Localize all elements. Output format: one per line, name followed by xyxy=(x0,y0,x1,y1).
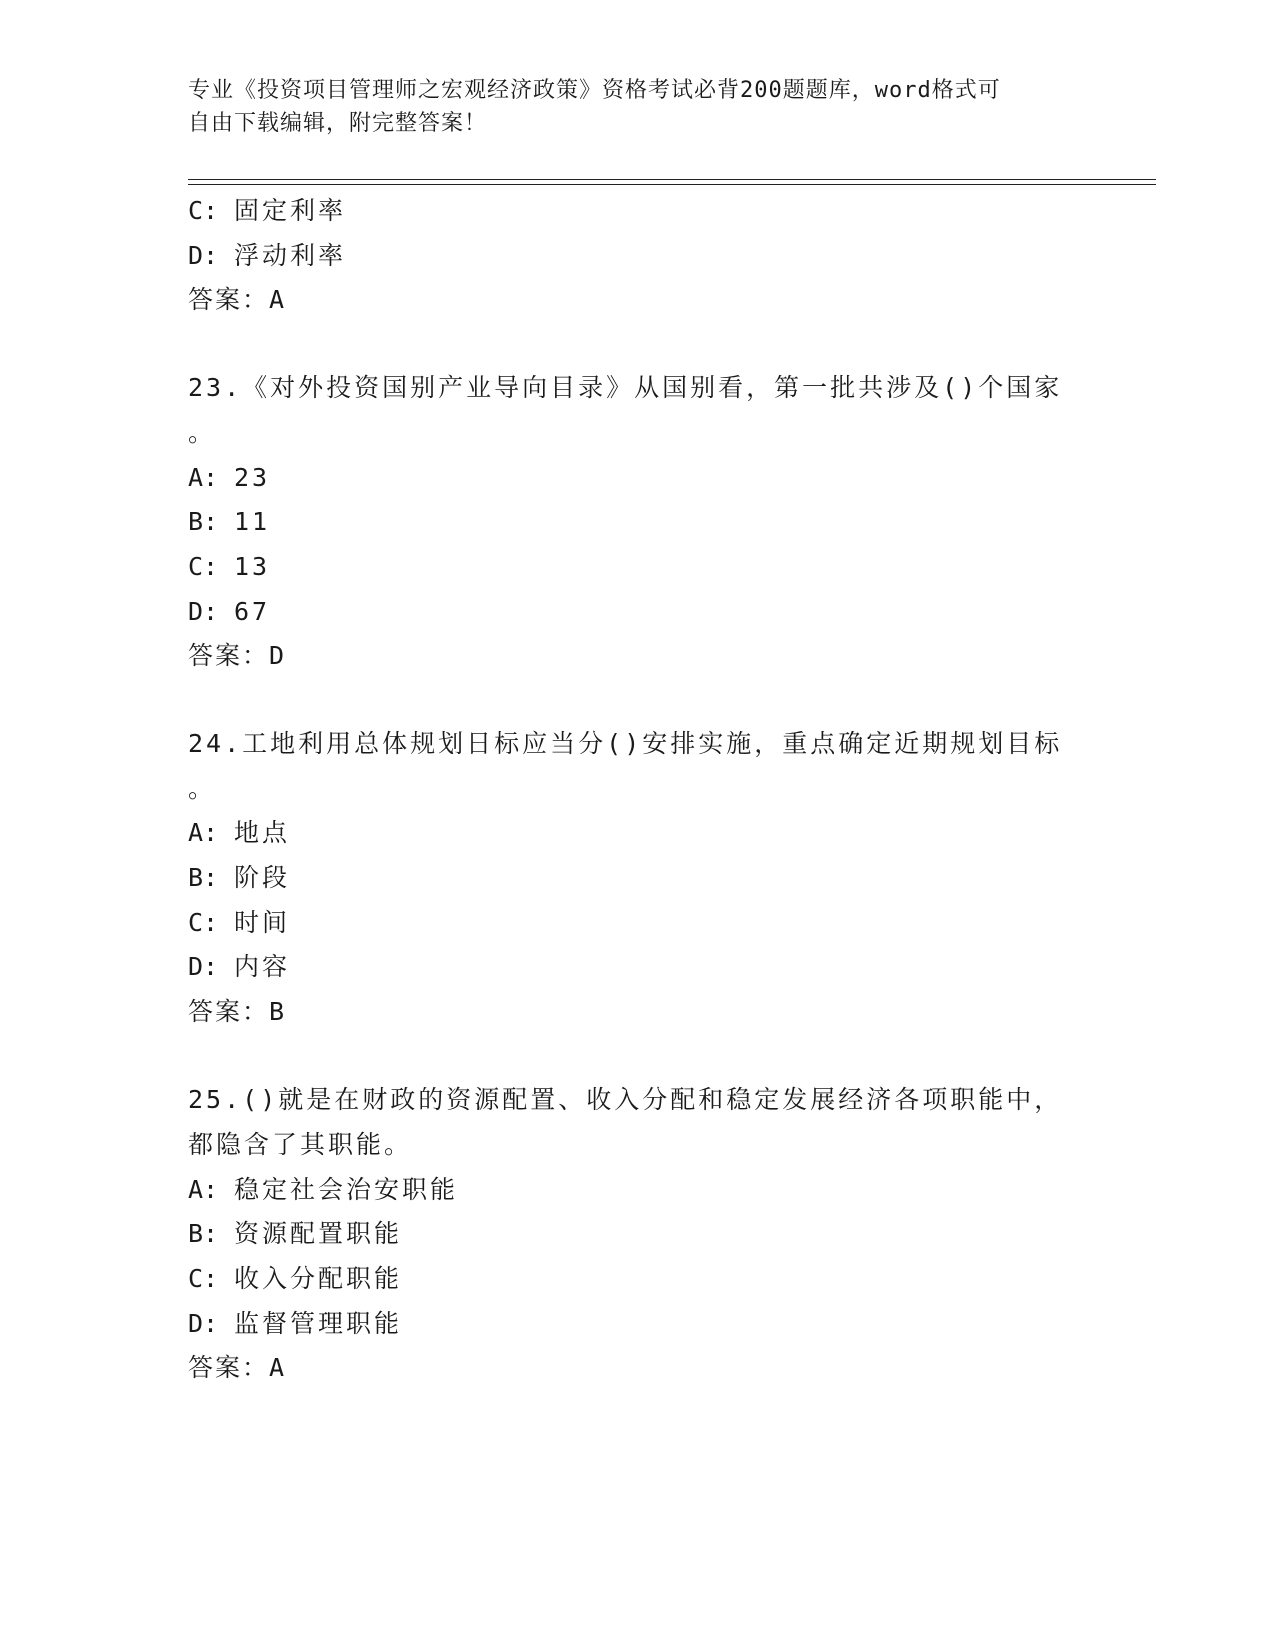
question-stem-continued: 。 xyxy=(188,418,217,447)
option-label: C: xyxy=(188,196,219,225)
option-label: C: xyxy=(188,552,219,581)
option-text: 稳定社会治安职能 xyxy=(234,1175,459,1204)
option-c xyxy=(188,1262,402,1296)
option-b xyxy=(188,1217,402,1251)
question-stem-continued: 。 xyxy=(188,774,217,803)
option-text: 收入分配职能 xyxy=(234,1264,403,1293)
header-line-1: 专业《投资项目管理师之宏观经济政策》资格考试必背200题题库，word格式可 xyxy=(188,78,1001,103)
answer-line: 答案：A xyxy=(188,1353,287,1382)
option-d xyxy=(188,239,346,273)
option-text: 监督管理职能 xyxy=(234,1309,403,1338)
option-label: D: xyxy=(188,1309,219,1338)
option-text: 固定利率 xyxy=(234,196,347,225)
option-text: 阶段 xyxy=(234,863,291,892)
option-label: A: xyxy=(188,1175,219,1204)
option-a xyxy=(188,461,270,495)
option-label: B: xyxy=(188,863,219,892)
option-label: C: xyxy=(188,1264,219,1293)
option-label: A: xyxy=(188,463,219,492)
option-label: A: xyxy=(188,818,219,847)
question-stem: 24.工地利用总体规划日标应当分()安排实施，重点确定近期规划目标 xyxy=(188,729,1063,758)
answer-line: 答案：A xyxy=(188,285,287,314)
option-text: 地点 xyxy=(234,818,291,847)
header-line-2: 自由下载编辑，附完整答案！ xyxy=(188,111,488,136)
option-d xyxy=(188,950,290,984)
option-text: 内容 xyxy=(234,952,291,981)
option-text: 67 xyxy=(234,597,271,626)
option-c xyxy=(188,194,346,228)
option-label: B: xyxy=(188,507,219,536)
option-text: 时间 xyxy=(234,908,291,937)
option-label: D: xyxy=(188,952,219,981)
option-b xyxy=(188,505,270,539)
option-label: D: xyxy=(188,241,219,270)
option-a xyxy=(188,816,290,850)
option-label: B: xyxy=(188,1219,219,1248)
option-c xyxy=(188,550,270,584)
option-d xyxy=(188,595,270,629)
answer-line: 答案：D xyxy=(188,641,287,670)
header-divider-top xyxy=(188,179,1156,180)
question-stem-continued: 都隐含了其职能。 xyxy=(188,1130,413,1159)
question-stem: 23.《对外投资国别产业导向目录》从国别看，第一批共涉及()个国家 xyxy=(188,373,1063,402)
option-a xyxy=(188,1173,458,1207)
option-label: C: xyxy=(188,908,219,937)
question-stem: 25.()就是在财政的资源配置、收入分配和稳定发展经济各项职能中， xyxy=(188,1085,1063,1114)
option-b xyxy=(188,861,290,895)
option-d xyxy=(188,1307,402,1341)
document-header xyxy=(188,74,1088,140)
header-divider-bottom xyxy=(188,184,1156,185)
option-text: 13 xyxy=(234,552,271,581)
option-text: 23 xyxy=(234,463,271,492)
answer-line: 答案：B xyxy=(188,997,287,1026)
option-label: D: xyxy=(188,597,219,626)
option-text: 浮动利率 xyxy=(234,241,347,270)
option-text: 11 xyxy=(234,507,271,536)
option-c xyxy=(188,906,290,940)
option-text: 资源配置职能 xyxy=(234,1219,403,1248)
